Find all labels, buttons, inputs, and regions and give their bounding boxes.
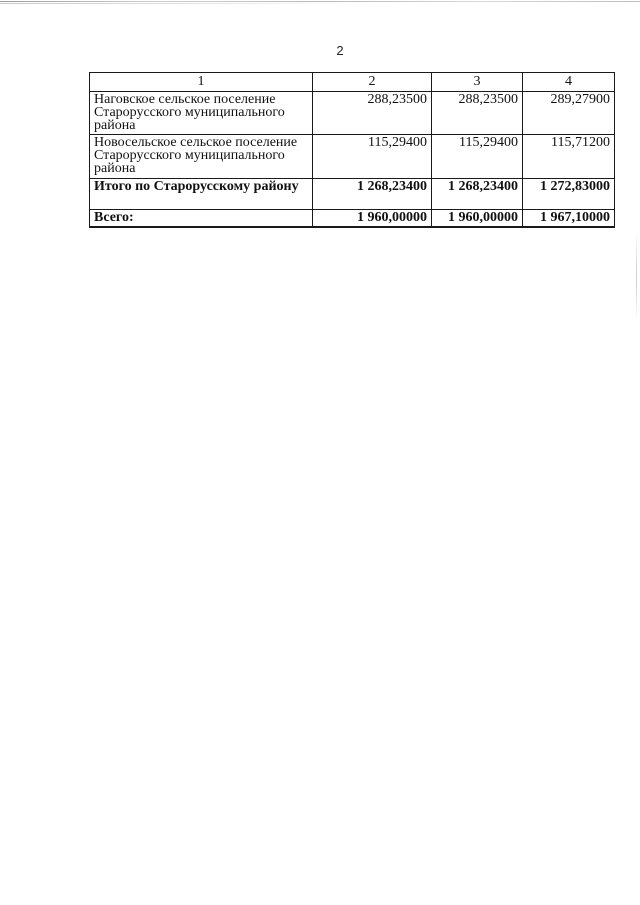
table-header-row <box>90 73 615 92</box>
value-cell: 1 967,10000 <box>523 210 615 228</box>
value-cell: 1 268,23400 <box>313 179 432 210</box>
subtotal-label: Итого по Старорусскому району <box>90 179 313 210</box>
value-cell: 1 960,00000 <box>313 210 432 228</box>
value-cell: 289,27900 <box>523 92 615 135</box>
value-cell: 288,23500 <box>313 92 432 135</box>
column-header: 1 <box>90 73 313 92</box>
scan-edge-right <box>636 230 637 320</box>
grand-total-row <box>90 210 615 228</box>
value-cell: 288,23500 <box>432 92 523 135</box>
grand-total-label: Всего: <box>90 210 313 228</box>
value-cell: 1 960,00000 <box>432 210 523 228</box>
value-cell: 115,71200 <box>523 135 615 179</box>
table-row <box>90 92 615 135</box>
value-cell: 1 268,23400 <box>432 179 523 210</box>
settlement-name: Новосельское сельское поселение Старорусского муниципального района <box>90 135 313 179</box>
settlement-name: Наговское сельское поселение Старорусского муниципального района <box>90 92 313 135</box>
column-header: 4 <box>523 73 615 92</box>
value-cell: 115,29400 <box>432 135 523 179</box>
subtotal-row <box>90 179 615 210</box>
column-header: 2 <box>313 73 432 92</box>
column-header: 3 <box>432 73 523 92</box>
value-cell: 1 272,83000 <box>523 179 615 210</box>
value-cell: 115,29400 <box>313 135 432 179</box>
scan-edge-top <box>0 0 640 6</box>
budget-table <box>89 72 615 228</box>
table-row <box>90 135 615 179</box>
scan-line <box>0 3 360 4</box>
page-number: 2 <box>336 43 344 58</box>
scan-line <box>0 1 640 2</box>
